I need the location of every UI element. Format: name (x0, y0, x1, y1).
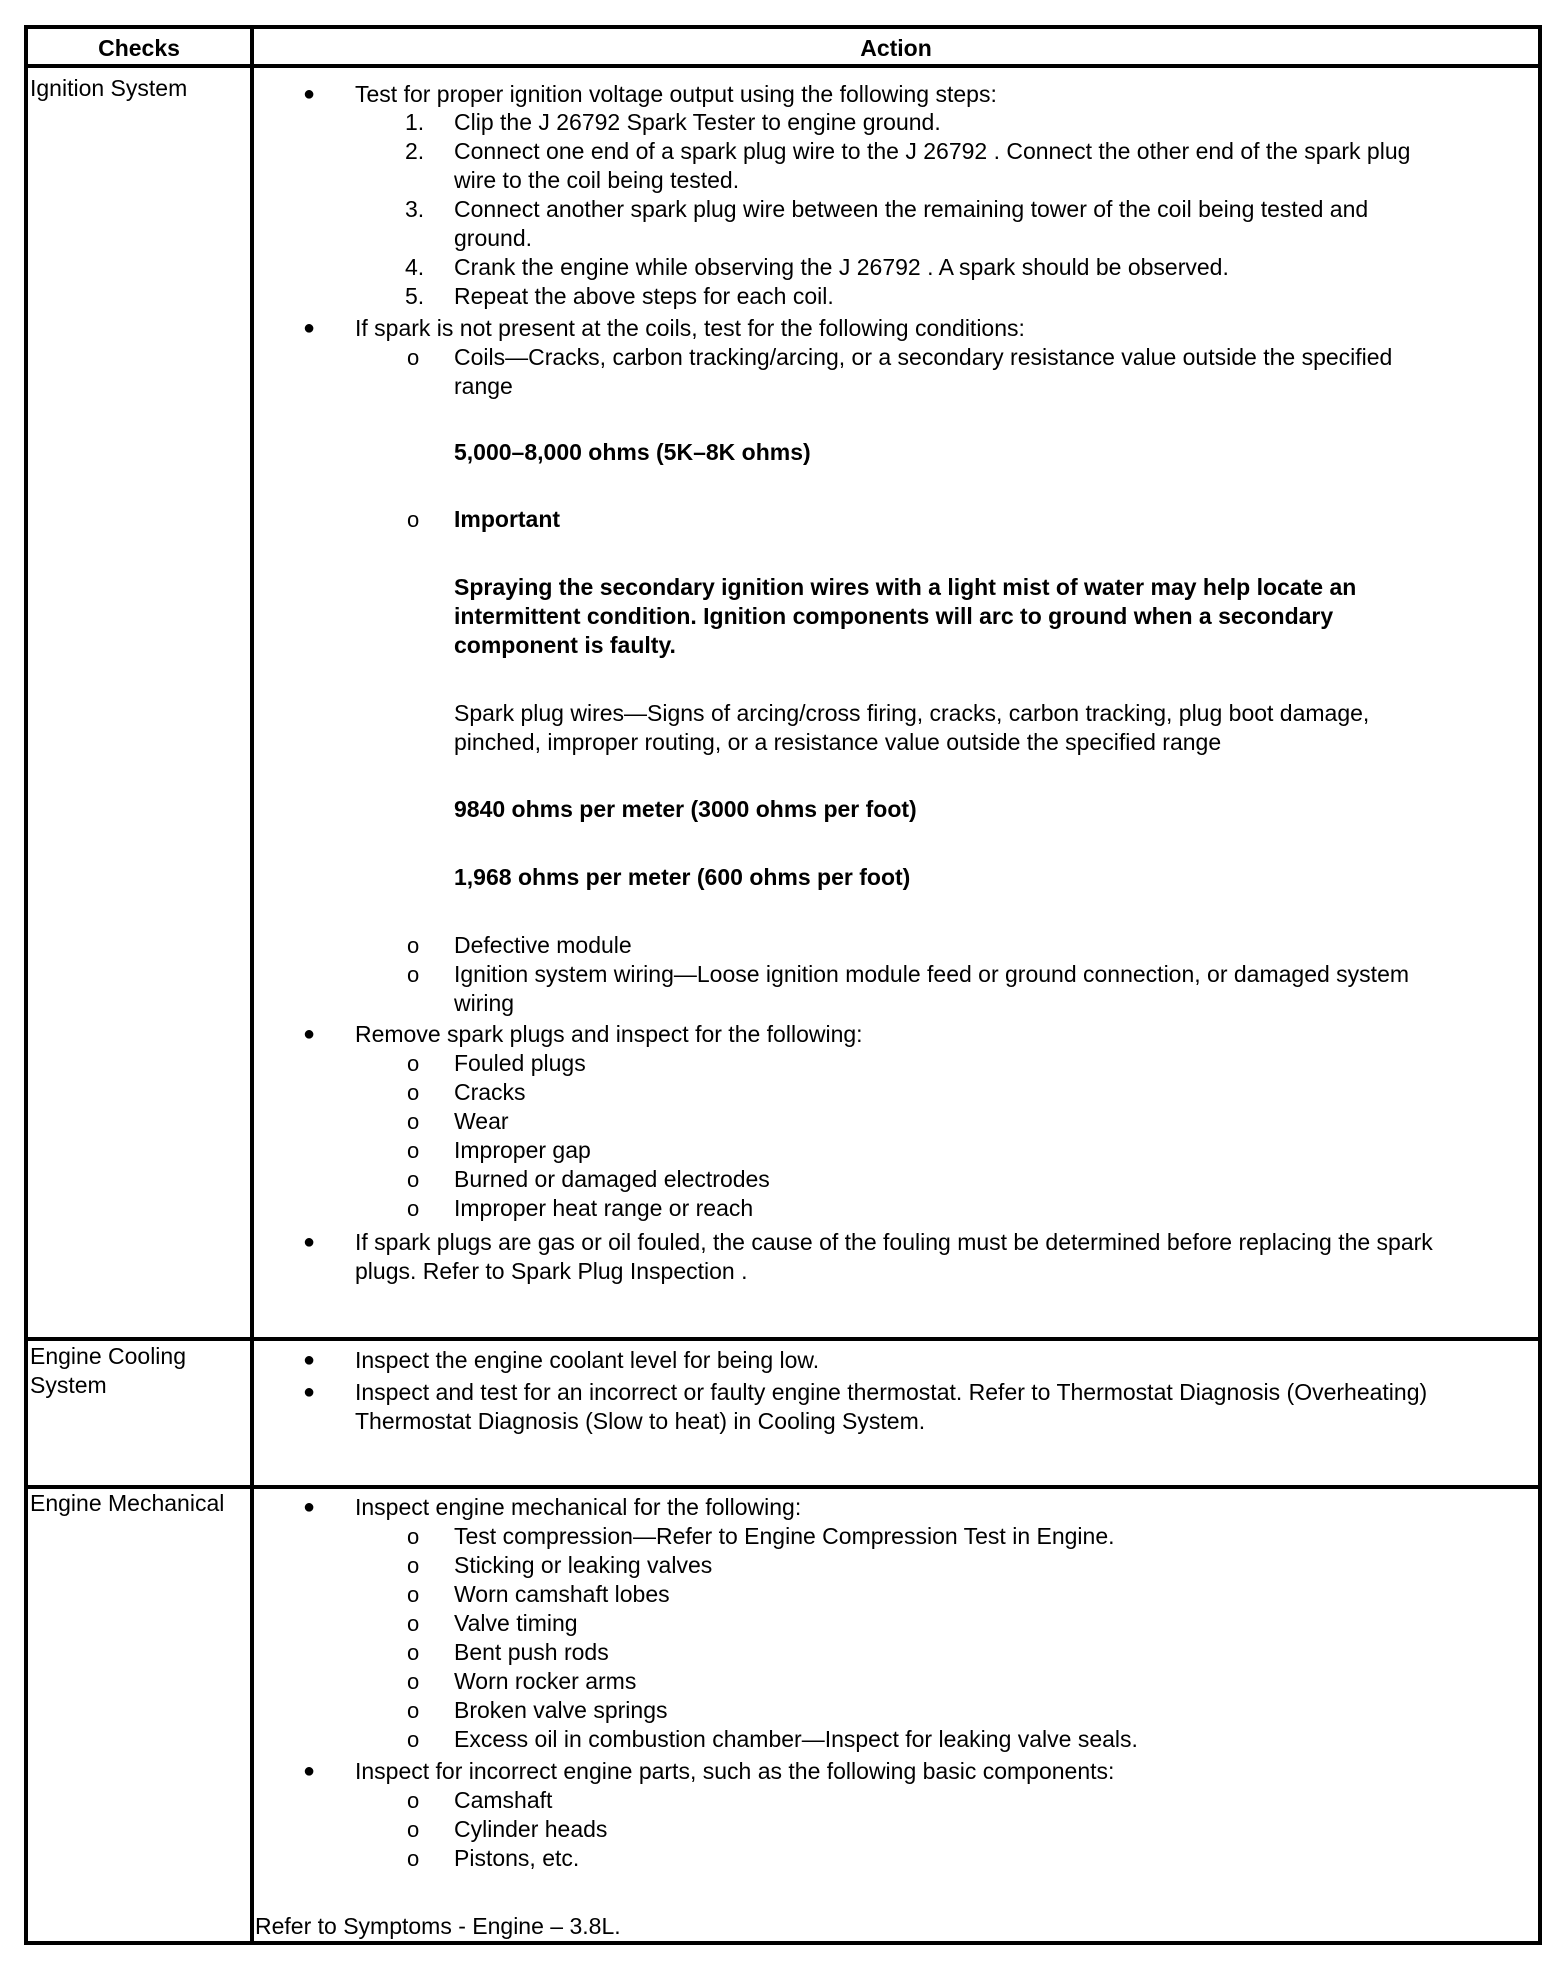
list-item: Improper heat range or reach (454, 1195, 754, 1221)
action-text: Test for proper ignition voltage output using the following steps: (355, 81, 997, 107)
action-text: Inspect and test for an incorrect or faulty engine thermostat. Refer to Thermostat Diagnosis (Overheating) (355, 1379, 1428, 1405)
step-text: wire to the coil being tested. (454, 167, 740, 193)
condition-text: Coils—Cracks, carbon tracking/arcing, or a secondary resistance value outside the specified (454, 344, 1393, 370)
list-item: Improper gap (454, 1137, 591, 1163)
action-text: Inspect engine mechanical for the following: (355, 1494, 802, 1520)
step-number: 1. (405, 109, 425, 135)
spec-value: 5,000–8,000 ohms (5K–8K ohms) (454, 439, 811, 465)
circle-bullet-icon: o (407, 1524, 420, 1549)
action-text: Remove spark plugs and inspect for the following: (355, 1021, 863, 1047)
action-text: If spark plugs are gas or oil fouled, the cause of the fouling must be determined before replacing the spark (355, 1229, 1433, 1255)
spec-value: 9840 ohms per meter (3000 ohms per foot) (454, 796, 917, 822)
bullet-icon: ● (303, 1381, 316, 1403)
condition-text: pinched, improper routing, or a resistance value outside the specified range (454, 729, 1222, 755)
circle-bullet-icon: o (407, 1846, 420, 1871)
circle-bullet-icon: o (407, 1669, 420, 1694)
action-text: Inspect the engine coolant level for being low. (355, 1347, 820, 1373)
circle-bullet-icon: o (407, 1817, 420, 1842)
header-action: Action (860, 35, 932, 61)
step-number: 2. (405, 138, 425, 164)
list-item: Burned or damaged electrodes (454, 1166, 770, 1192)
step-number: 3. (405, 196, 425, 222)
bullet-icon: ● (303, 1760, 316, 1782)
list-item: Valve timing (454, 1610, 578, 1636)
action-text: Inspect for incorrect engine parts, such as the following basic components: (355, 1758, 1115, 1784)
action-text: If spark is not present at the coils, test for the following conditions: (355, 315, 1025, 341)
bullet-icon: ● (303, 1349, 316, 1371)
important-label: Important (454, 506, 561, 532)
bullet-icon: ● (303, 1023, 316, 1045)
condition-text: range (454, 373, 513, 399)
circle-bullet-icon: o (407, 1080, 420, 1105)
step-text: Crank the engine while observing the J 26792 . A spark should be observed. (454, 254, 1229, 280)
list-item: Sticking or leaking valves (454, 1552, 713, 1578)
list-item: Fouled plugs (454, 1050, 586, 1076)
important-text: intermittent condition. Ignition components will arc to ground when a secondary (454, 603, 1334, 629)
important-text: Spraying the secondary ignition wires with a light mist of water may help locate an (454, 574, 1357, 600)
list-item: Worn rocker arms (454, 1668, 637, 1694)
column-divider (250, 29, 254, 1941)
circle-bullet-icon: o (407, 1138, 420, 1163)
spec-value: 1,968 ohms per meter (600 ohms per foot) (454, 864, 911, 890)
circle-bullet-icon: o (407, 1582, 420, 1607)
refer-link-text: Refer to Symptoms - Engine – 3.8L. (255, 1913, 621, 1939)
circle-bullet-icon: o (407, 1727, 420, 1752)
step-text: Connect another spark plug wire between the remaining tower of the coil being tested and (454, 196, 1369, 222)
check-ignition-system: Ignition System (30, 75, 188, 101)
circle-bullet-icon: o (407, 962, 420, 987)
circle-bullet-icon: o (407, 1611, 420, 1636)
row-divider (28, 1485, 1538, 1489)
bullet-icon: ● (303, 317, 316, 339)
step-text: Repeat the above steps for each coil. (454, 283, 834, 309)
list-item: Camshaft (454, 1787, 553, 1813)
step-text: Connect one end of a spark plug wire to the J 26792 . Connect the other end of the spark plug (454, 138, 1411, 164)
list-item: Pistons, etc. (454, 1845, 580, 1871)
circle-bullet-icon: o (407, 1167, 420, 1192)
circle-bullet-icon: o (407, 345, 420, 370)
bullet-icon: ● (303, 1496, 316, 1518)
list-item: Excess oil in combustion chamber—Inspect for leaking valve seals. (454, 1726, 1138, 1752)
list-item: Wear (454, 1108, 509, 1134)
bullet-icon: ● (303, 1231, 316, 1253)
check-engine-mechanical: Engine Mechanical (30, 1490, 225, 1516)
header-divider (28, 64, 1538, 68)
circle-bullet-icon: o (407, 1698, 420, 1723)
circle-bullet-icon: o (407, 1788, 420, 1813)
step-number: 5. (405, 283, 425, 309)
circle-bullet-icon: o (407, 933, 420, 958)
circle-bullet-icon: o (407, 1109, 420, 1134)
step-text: ground. (454, 225, 533, 251)
header-checks: Checks (98, 35, 180, 61)
list-item: Test compression—Refer to Engine Compression Test in Engine. (454, 1523, 1115, 1549)
list-item: Bent push rods (454, 1639, 609, 1665)
check-engine-cooling: Engine Cooling (30, 1343, 187, 1369)
list-item: Broken valve springs (454, 1697, 668, 1723)
list-item: Cracks (454, 1079, 526, 1105)
circle-bullet-icon: o (407, 1196, 420, 1221)
row-divider (28, 1337, 1538, 1341)
list-item: Worn camshaft lobes (454, 1581, 670, 1607)
condition-text: Spark plug wires—Signs of arcing/cross firing, cracks, carbon tracking, plug boot damage, (454, 700, 1370, 726)
condition-text: Ignition system wiring—Loose ignition module feed or ground connection, or damaged system (454, 961, 1410, 987)
step-text: Clip the J 26792 Spark Tester to engine ground. (454, 109, 941, 135)
circle-bullet-icon: o (407, 1553, 420, 1578)
circle-bullet-icon: o (407, 1640, 420, 1665)
circle-bullet-icon: o (407, 507, 420, 532)
condition-text: Defective module (454, 932, 632, 958)
action-text: plugs. Refer to Spark Plug Inspection . (355, 1258, 748, 1284)
step-number: 4. (405, 254, 425, 280)
condition-text: wiring (454, 990, 515, 1016)
bullet-icon: ● (303, 83, 316, 105)
circle-bullet-icon: o (407, 1051, 420, 1076)
action-text: Thermostat Diagnosis (Slow to heat) in Cooling System. (355, 1408, 926, 1434)
check-engine-cooling: System (30, 1372, 107, 1398)
list-item: Cylinder heads (454, 1816, 608, 1842)
important-text: component is faulty. (454, 632, 676, 658)
